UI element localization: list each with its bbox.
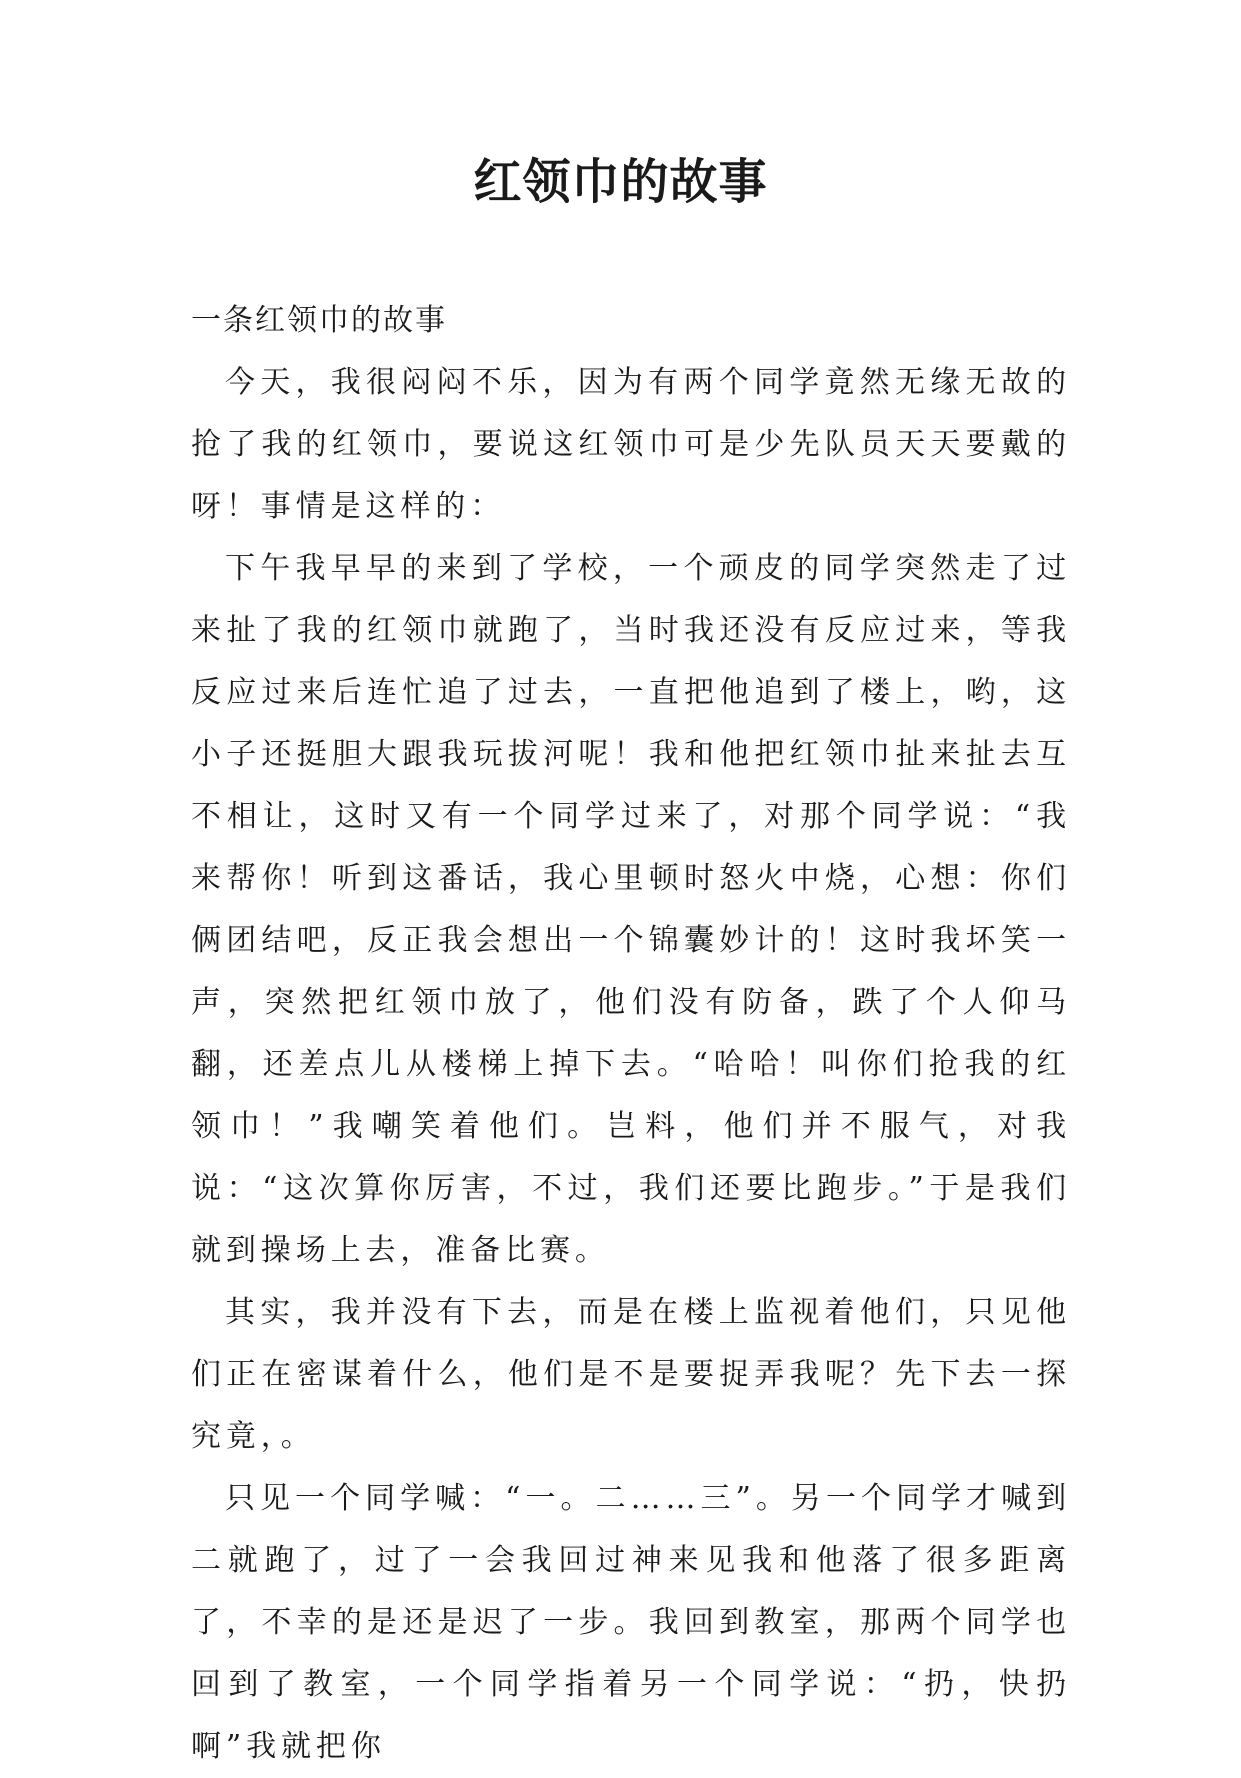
document-subtitle: 一条红领巾的故事 — [191, 303, 447, 338]
document-title: 红领巾的故事 — [473, 154, 768, 210]
paragraph: 其实，我并没有下去，而是在楼上监视着他们，只见他们正在密谋着什么，他们是不是要捉弄我呢？先下去一探究竟，。 — [191, 1295, 1071, 1454]
document-body — [191, 290, 1071, 1778]
paragraph: 下午我早早的来到了学校，一个顽皮的同学突然走了过来扯了我的红领巾就跑了，当时我还没有反应过来，等我反应过来后连忙追了过去，一直把他追到了楼上，哟，这小子还挺胆大跟我玩拔河呢！我和他把红领巾扯来扯去互不相让，这时又有一个同学过来了，对那个同学说：“我来帮你！听到这番话，我心里顿时怒火中烧，心想：你们俩团结吧，反正我会想出一个锦囊妙计的！这时我坏笑一声，突然把红领巾放了，他们没有防备，跌了个人仰马翻，还差点儿从楼梯上掉下去。“哈哈！叫你们抢我的红领巾！”我嘲笑着他们。岂料，他们并不服气，对我说：“这次算你厉害，不过，我们还要比跑步。”于是我们就到操场上去，准备比赛。 — [191, 551, 1071, 1268]
paragraph: 只见一个同学喊：“一。二……三”。另一个同学才喊到二就跑了，过了一会我回过神来见我和他落了很多距离了，不幸的是还是迟了一步。我回到教室，那两个同学也回到了教室，一个同学指着另一个同学说：“扔，快扔啊”我就把你 — [191, 1481, 1071, 1764]
paragraph: 今天，我很闷闷不乐，因为有两个同学竟然无缘无故的抢了我的红领巾，要说这红领巾可是少先队员天天要戴的呀！事情是这样的： — [191, 365, 1071, 524]
